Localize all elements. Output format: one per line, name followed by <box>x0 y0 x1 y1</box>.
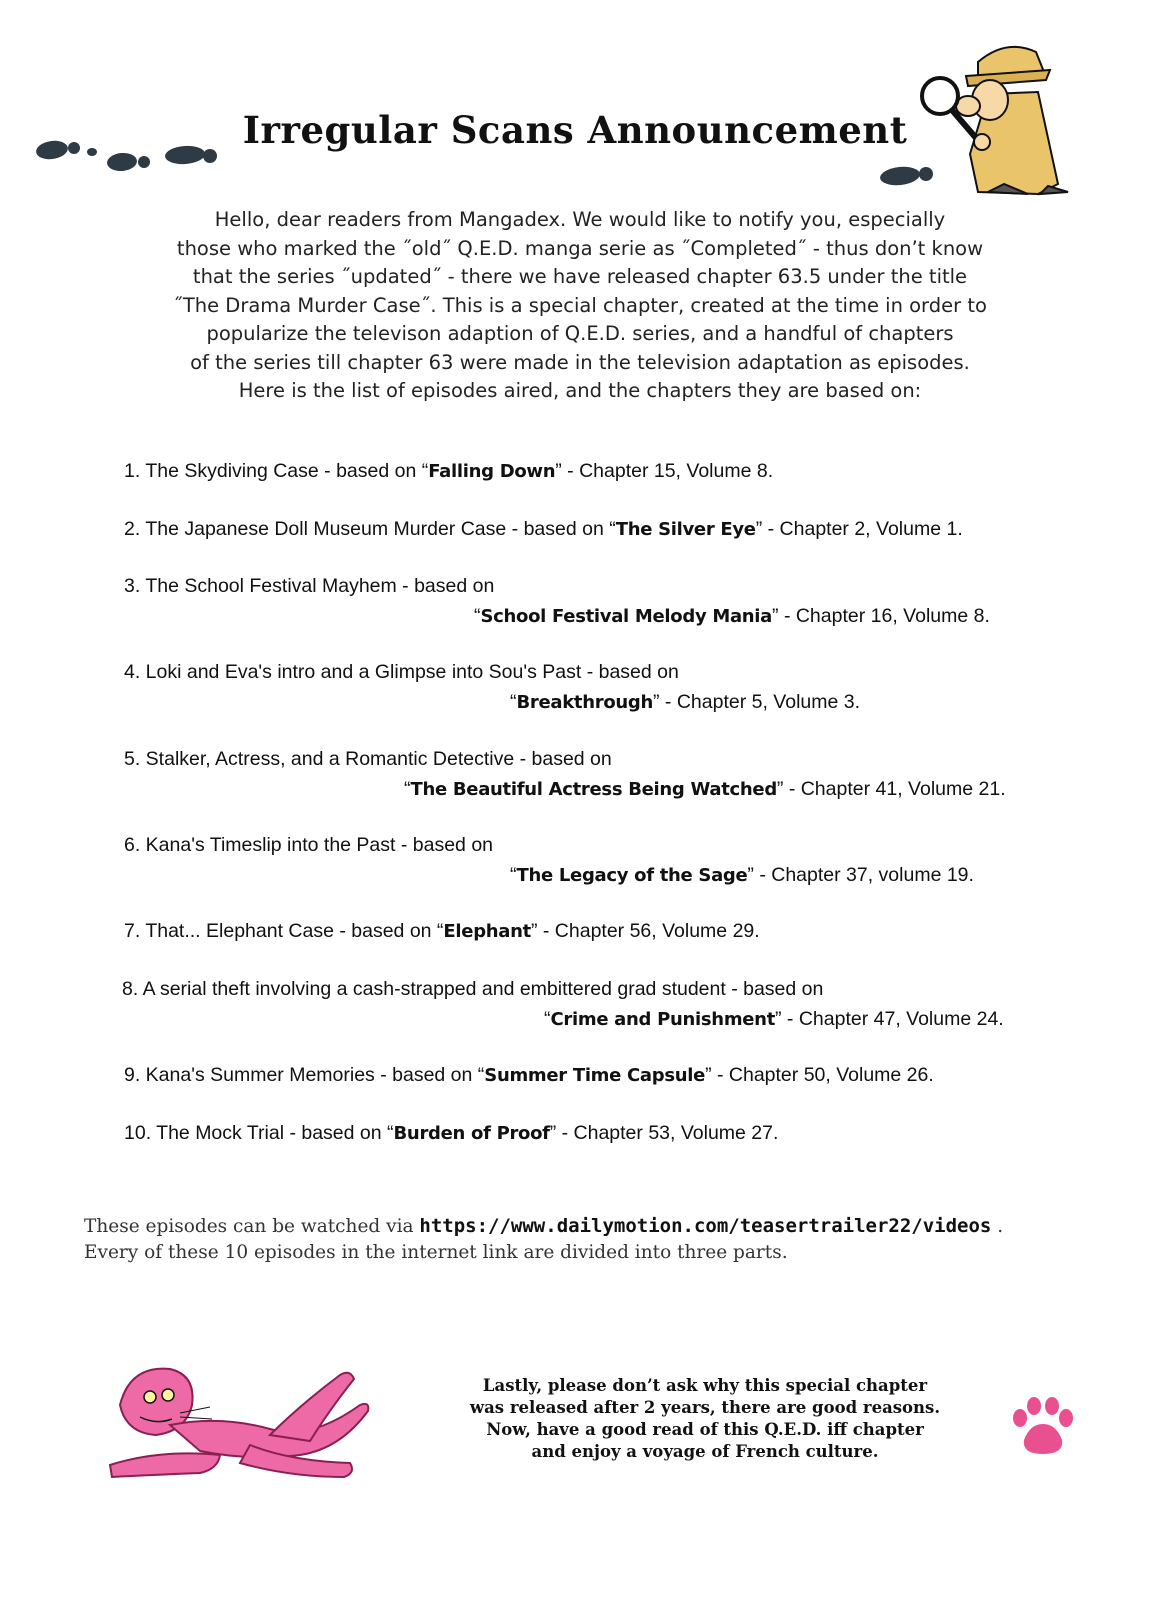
episode-chapter: ” - Chapter 5, Volume 3. <box>653 691 861 713</box>
page-title: Irregular Scans Announcement <box>242 108 908 152</box>
episode-chapter: ” - Chapter 50, Volume 26. <box>705 1064 934 1086</box>
episode-source-title: Falling Down <box>428 461 556 482</box>
episode-source-title: Elephant <box>443 921 531 942</box>
closing-line: Now, have a good read of this Q.E.D. iff chapter <box>486 1420 924 1439</box>
episode-chapter: ” - Chapter 15, Volume 8. <box>555 460 774 482</box>
list-item <box>124 518 1064 541</box>
intro-line: of the series till chapter 63 were made in the television adaptation as episodes. <box>190 350 970 374</box>
episode-chapter: ” - Chapter 37, volume 19. <box>747 864 974 886</box>
episode-source-title: Crime and Punishment <box>550 1009 776 1030</box>
episode-chapter: ” - Chapter 41, Volume 21. <box>776 778 1006 800</box>
closing-line: Lastly, please don’t ask why this special chapter <box>482 1376 928 1395</box>
episode-text: 5. Stalker, Actress, and a Romantic Detective - based on <box>124 748 612 770</box>
episode-source-title: School Festival Melody Mania <box>480 606 773 627</box>
intro-line: popularize the televison adaption of Q.E.D. series, and a handful of chapters <box>206 322 954 345</box>
list-item <box>124 460 1064 483</box>
list-item <box>124 748 1064 801</box>
intro-line: Hello, dear readers from Mangadex. We would like to notify you, especially <box>214 208 946 231</box>
intro-line: those who marked the ˝old˝ Q.E.D. manga serie as ˝Completed˝ - thus don’t know <box>176 236 984 260</box>
episode-chapter: ” - Chapter 47, Volume 24. <box>775 1008 1004 1030</box>
episode-chapter: ” - Chapter 2, Volume 1. <box>755 518 963 540</box>
list-item <box>124 661 1064 714</box>
episode-text: 1. The Skydiving Case - based on “ <box>124 460 429 482</box>
open-quote: “ <box>544 1008 551 1030</box>
footer-line2: Every of these 10 episodes in the internet link are divided into three parts. <box>84 1242 788 1263</box>
list-item <box>124 920 1064 943</box>
open-quote: “ <box>404 778 411 800</box>
footer-prefix: These episodes can be watched via <box>84 1216 420 1237</box>
episode-chapter: ” - Chapter 16, Volume 8. <box>772 605 990 627</box>
pink-panther-icon <box>100 1345 400 1485</box>
list-item <box>124 834 1064 887</box>
footer-suffix: . <box>991 1216 1004 1237</box>
episode-text: 2. The Japanese Doll Museum Murder Case - based on “ <box>124 518 616 540</box>
episode-source-title: The Silver Eye <box>615 519 756 540</box>
list-item <box>124 575 1064 628</box>
episode-source-title: Summer Time Capsule <box>484 1065 706 1086</box>
episode-source-title: Burden of Proof <box>393 1123 550 1144</box>
intro-line: Here is the list of episodes aired, and the chapters they are based on: <box>238 379 922 402</box>
closing-line: was released after 2 years, there are good reasons. <box>469 1398 941 1417</box>
intro-paragraph <box>150 206 1010 406</box>
footer-note <box>84 1213 1084 1266</box>
episode-text: 3. The School Festival Mayhem - based on <box>124 575 495 597</box>
list-item <box>124 978 1064 1031</box>
episode-text: 8. A serial theft involving a cash-strapped and embittered grad student - based on <box>122 978 824 1000</box>
episode-text: 10. The Mock Trial - based on “ <box>124 1122 394 1144</box>
episode-chapter: ” - Chapter 53, Volume 27. <box>549 1122 779 1144</box>
episode-source-title: The Legacy of the Sage <box>516 865 748 886</box>
intro-line: that the series ˝updated˝ - there we have released chapter 63.5 under the title <box>192 265 968 288</box>
open-quote: “ <box>510 691 517 713</box>
episode-text: 6. Kana's Timeslip into the Past - based on <box>124 834 494 856</box>
episode-text: 9. Kana's Summer Memories - based on “ <box>124 1064 485 1086</box>
open-quote: “ <box>474 605 481 627</box>
episode-source-title: Breakthrough <box>516 692 653 713</box>
episode-text: 4. Loki and Eva's intro and a Glimpse into Sou's Past - based on <box>124 661 679 683</box>
intro-line: ˝The Drama Murder Case˝. This is a special chapter, created at the time in order to <box>173 293 987 317</box>
paw-print-icon <box>1010 1396 1074 1458</box>
list-item <box>124 1122 1064 1145</box>
episode-text: 7. That... Elephant Case - based on “ <box>124 920 444 942</box>
list-item <box>124 1064 1064 1087</box>
open-quote: “ <box>510 864 517 886</box>
episode-source-title: The Beautiful Actress Being Watched <box>410 779 777 800</box>
closing-line: and enjoy a voyage of French culture. <box>531 1442 879 1461</box>
dailymotion-link[interactable]: https://www.dailymotion.com/teasertrailer22/videos <box>419 1215 992 1237</box>
episode-chapter: ” - Chapter 56, Volume 29. <box>530 920 760 942</box>
closing-message <box>440 1375 970 1463</box>
